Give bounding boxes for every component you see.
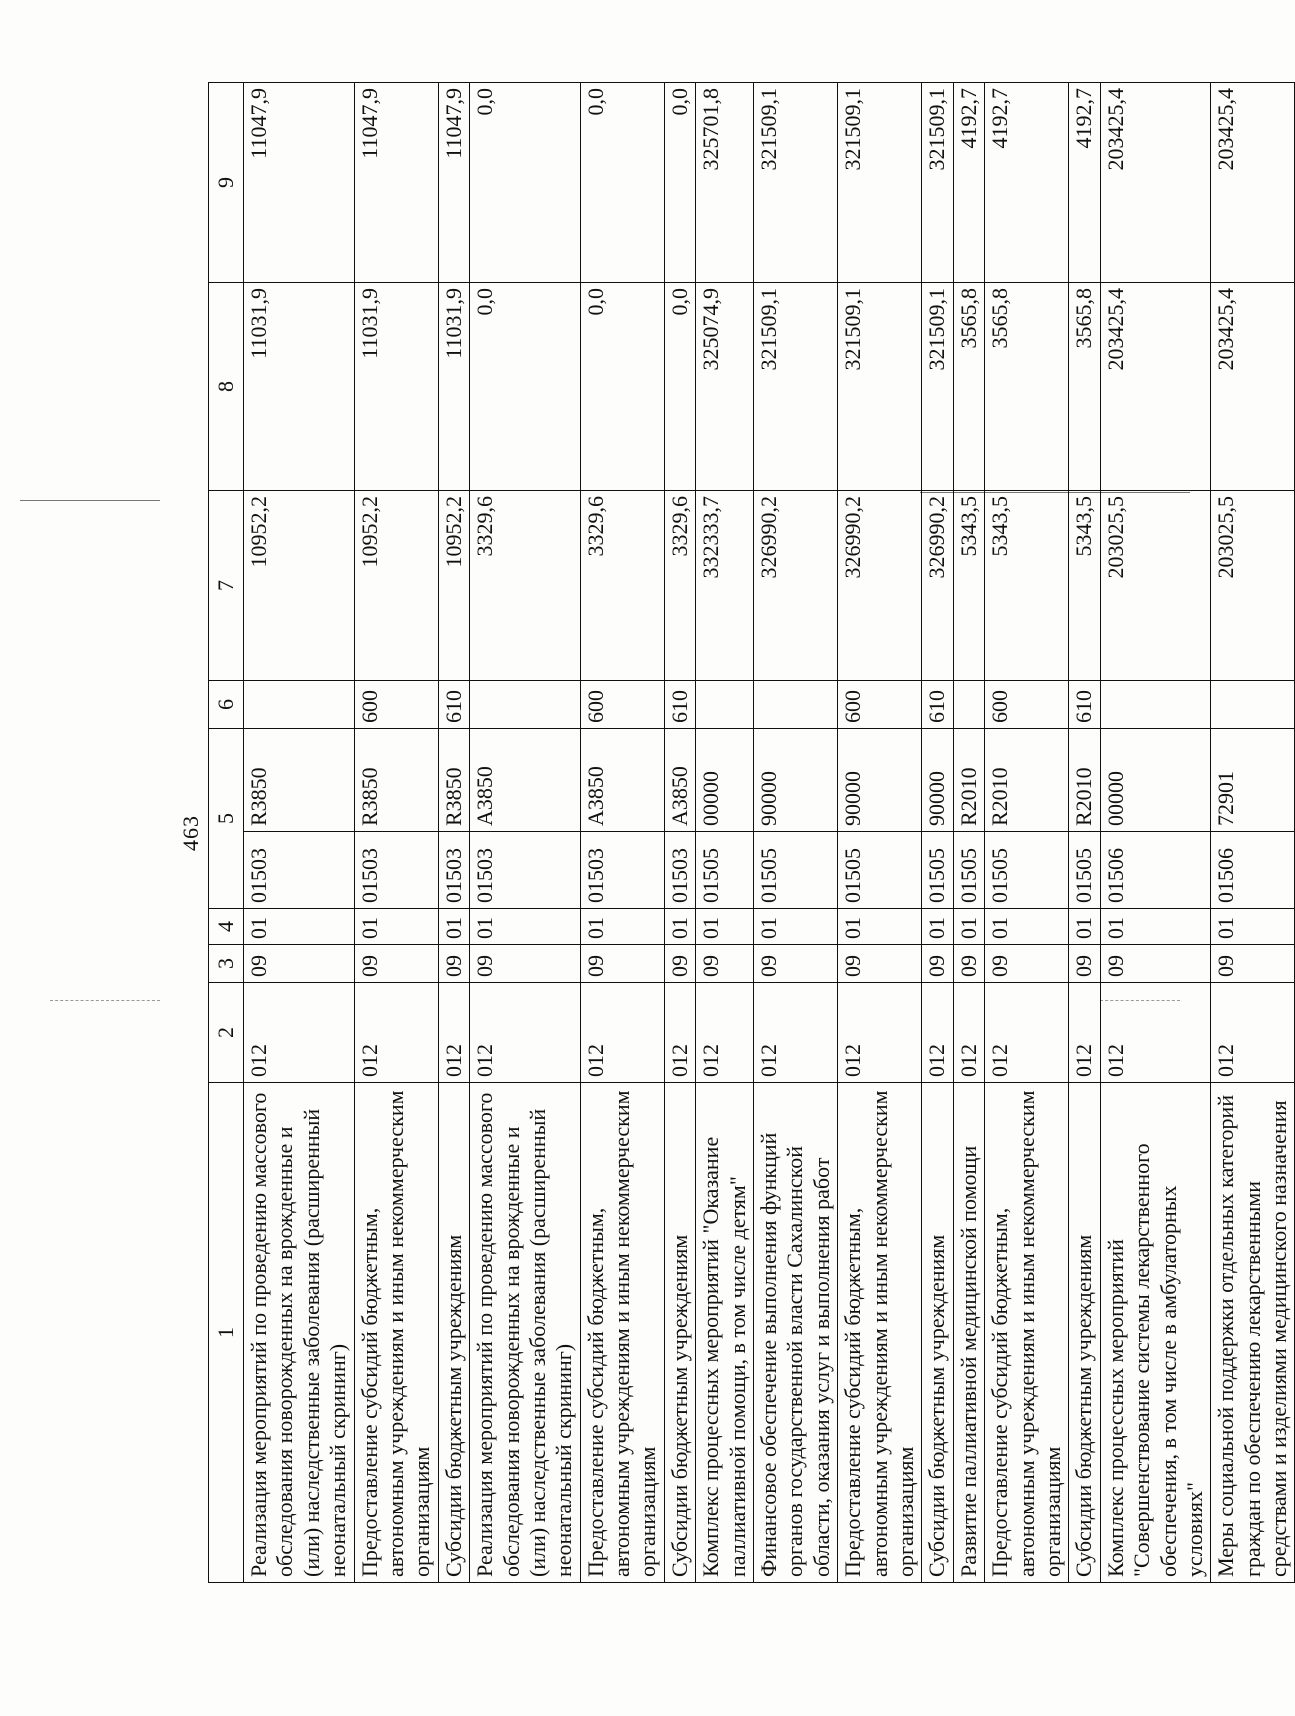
cell-program-code: 01506 bbox=[1100, 832, 1211, 909]
cell-expense-type bbox=[953, 681, 984, 729]
cell-amount-col7: 326990,2 bbox=[838, 491, 922, 681]
cell-direction-code: A3850 bbox=[580, 729, 664, 832]
cell-section-code: 09 bbox=[470, 945, 581, 983]
cell-program-code: 01503 bbox=[438, 832, 469, 909]
cell-ministry-code: 012 bbox=[696, 983, 754, 1083]
page-number: 463 bbox=[178, 815, 203, 851]
cell-ministry-code: 012 bbox=[438, 983, 469, 1083]
cell-subsection-code: 01 bbox=[1211, 909, 1295, 945]
cell-amount-col9: 0,0 bbox=[664, 83, 695, 283]
cell-direction-code: R2010 bbox=[953, 729, 984, 832]
cell-program-code: 01505 bbox=[953, 832, 984, 909]
column-header: 8 bbox=[209, 283, 244, 491]
cell-amount-col9: 11047,9 bbox=[438, 83, 469, 283]
cell-direction-code: 90000 bbox=[838, 729, 922, 832]
table-row bbox=[754, 83, 838, 1583]
cell-amount-col7: 10952,2 bbox=[244, 491, 355, 681]
cell-direction-code: 00000 bbox=[1100, 729, 1211, 832]
cell-section-code: 09 bbox=[580, 945, 664, 983]
cell-amount-col8: 0,0 bbox=[664, 283, 695, 491]
table-row bbox=[696, 83, 754, 1583]
cell-program-code: 01506 bbox=[1211, 832, 1295, 909]
cell-amount-col9: 321509,1 bbox=[922, 83, 953, 283]
cell-direction-code: A3850 bbox=[664, 729, 695, 832]
cell-expense-type: 600 bbox=[354, 681, 438, 729]
cell-amount-col8: 321509,1 bbox=[922, 283, 953, 491]
cell-amount-col8: 321509,1 bbox=[754, 283, 838, 491]
table-row bbox=[838, 83, 922, 1583]
cell-section-code: 09 bbox=[953, 945, 984, 983]
cell-program-code: 01505 bbox=[838, 832, 922, 909]
cell-subsection-code: 01 bbox=[838, 909, 922, 945]
cell-amount-col9: 325701,8 bbox=[696, 83, 754, 283]
cell-amount-col7: 5343,5 bbox=[985, 491, 1069, 681]
cell-amount-col8: 3565,8 bbox=[1069, 283, 1100, 491]
cell-subsection-code: 01 bbox=[438, 909, 469, 945]
cell-ministry-code: 012 bbox=[1100, 983, 1211, 1083]
cell-amount-col9: 203425,4 bbox=[1211, 83, 1295, 283]
cell-program-code: 01505 bbox=[696, 832, 754, 909]
cell-amount-col9: 4192,7 bbox=[953, 83, 984, 283]
table-row bbox=[922, 83, 953, 1583]
cell-name: Предоставление субсидий бюджетным, автономным учреждениям и иным некоммерческим организациям bbox=[580, 1083, 664, 1583]
cell-subsection-code: 01 bbox=[244, 909, 355, 945]
cell-program-code: 01503 bbox=[580, 832, 664, 909]
cell-name: Предоставление субсидий бюджетным, автономным учреждениям и иным некоммерческим организациям bbox=[838, 1083, 922, 1583]
cell-expense-type bbox=[1100, 681, 1211, 729]
cell-direction-code: 90000 bbox=[922, 729, 953, 832]
table-row bbox=[1100, 83, 1211, 1583]
cell-section-code: 09 bbox=[1211, 945, 1295, 983]
cell-expense-type: 600 bbox=[580, 681, 664, 729]
cell-section-code: 09 bbox=[438, 945, 469, 983]
rotated-page bbox=[170, 83, 1292, 1583]
cell-name: Развитие паллиативной медицинской помощи bbox=[953, 1083, 984, 1583]
cell-amount-col9: 4192,7 bbox=[1069, 83, 1100, 283]
cell-name: Финансовое обеспечение выполнения функций органов государственной власти Сахалинской области, оказания услуг и выполнения работ bbox=[754, 1083, 838, 1583]
cell-amount-col8: 11031,9 bbox=[244, 283, 355, 491]
cell-direction-code: A3850 bbox=[470, 729, 581, 832]
cell-expense-type: 600 bbox=[838, 681, 922, 729]
cell-section-code: 09 bbox=[754, 945, 838, 983]
budget-table bbox=[208, 82, 1295, 1583]
cell-ministry-code: 012 bbox=[470, 983, 581, 1083]
cell-direction-code: 72901 bbox=[1211, 729, 1295, 832]
cell-program-code: 01503 bbox=[354, 832, 438, 909]
cell-subsection-code: 01 bbox=[754, 909, 838, 945]
cell-amount-col7: 3329,6 bbox=[580, 491, 664, 681]
cell-ministry-code: 012 bbox=[244, 983, 355, 1083]
cell-subsection-code: 01 bbox=[1069, 909, 1100, 945]
column-header: 4 bbox=[209, 909, 244, 945]
cell-section-code: 09 bbox=[664, 945, 695, 983]
cell-amount-col7: 10952,2 bbox=[354, 491, 438, 681]
cell-expense-type bbox=[696, 681, 754, 729]
cell-section-code: 09 bbox=[354, 945, 438, 983]
cell-expense-type: 600 bbox=[985, 681, 1069, 729]
cell-amount-col9: 203425,4 bbox=[1100, 83, 1211, 283]
column-numbers-row bbox=[209, 83, 244, 1583]
cell-amount-col7: 326990,2 bbox=[922, 491, 953, 681]
cell-expense-type bbox=[470, 681, 581, 729]
cell-ministry-code: 012 bbox=[953, 983, 984, 1083]
cell-amount-col7: 10952,2 bbox=[438, 491, 469, 681]
cell-ministry-code: 012 bbox=[838, 983, 922, 1083]
cell-amount-col9: 321509,1 bbox=[838, 83, 922, 283]
cell-amount-col8: 3565,8 bbox=[953, 283, 984, 491]
scan-artifact-line bbox=[50, 1000, 160, 1001]
cell-amount-col8: 0,0 bbox=[470, 283, 581, 491]
cell-subsection-code: 01 bbox=[985, 909, 1069, 945]
cell-amount-col9: 11047,9 bbox=[244, 83, 355, 283]
cell-name: Комплекс процессных мероприятий "Совершенствование системы лекарственного обеспечения, в том числе в амбулаторных условиях" bbox=[1100, 1083, 1211, 1583]
table-row bbox=[985, 83, 1069, 1583]
cell-subsection-code: 01 bbox=[580, 909, 664, 945]
cell-name: Реализация мероприятий по проведению массового обследования новорожденных на врожденные и (или) наследственные заболевания (расширенный неонатальный скрининг) bbox=[244, 1083, 355, 1583]
cell-subsection-code: 01 bbox=[354, 909, 438, 945]
cell-amount-col8: 0,0 bbox=[580, 283, 664, 491]
cell-program-code: 01505 bbox=[985, 832, 1069, 909]
scan-artifact-line bbox=[20, 500, 160, 501]
column-header: 5 bbox=[209, 729, 244, 909]
cell-amount-col7: 203025,5 bbox=[1211, 491, 1295, 681]
cell-direction-code: R3850 bbox=[438, 729, 469, 832]
cell-direction-code: R3850 bbox=[354, 729, 438, 832]
cell-ministry-code: 012 bbox=[1069, 983, 1100, 1083]
cell-amount-col9: 321509,1 bbox=[754, 83, 838, 283]
cell-ministry-code: 012 bbox=[580, 983, 664, 1083]
cell-name: Предоставление субсидий бюджетным, автономным учреждениям и иным некоммерческим организациям bbox=[354, 1083, 438, 1583]
cell-amount-col9: 0,0 bbox=[580, 83, 664, 283]
cell-section-code: 09 bbox=[985, 945, 1069, 983]
cell-amount-col9: 4192,7 bbox=[985, 83, 1069, 283]
table-row bbox=[354, 83, 438, 1583]
cell-ministry-code: 012 bbox=[1211, 983, 1295, 1083]
cell-expense-type bbox=[1211, 681, 1295, 729]
cell-name: Меры социальной поддержки отдельных категорий граждан по обеспечению лекарственными средствами и изделиями медицинского назначения bbox=[1211, 1083, 1295, 1583]
column-header: 6 bbox=[209, 681, 244, 729]
cell-direction-code: R3850 bbox=[244, 729, 355, 832]
column-header: 3 bbox=[209, 945, 244, 983]
cell-subsection-code: 01 bbox=[953, 909, 984, 945]
cell-name: Реализация мероприятий по проведению массового обследования новорожденных на врожденные и (или) наследственные заболевания (расширенный неонатальный скрининг) bbox=[470, 1083, 581, 1583]
table-row bbox=[1211, 83, 1295, 1583]
table-row bbox=[438, 83, 469, 1583]
cell-amount-col8: 11031,9 bbox=[354, 283, 438, 491]
cell-name: Субсидии бюджетным учреждениям bbox=[664, 1083, 695, 1583]
cell-subsection-code: 01 bbox=[922, 909, 953, 945]
table-row bbox=[1069, 83, 1100, 1583]
cell-name: Субсидии бюджетным учреждениям bbox=[922, 1083, 953, 1583]
cell-amount-col7: 5343,5 bbox=[953, 491, 984, 681]
cell-section-code: 09 bbox=[1100, 945, 1211, 983]
cell-amount-col7: 326990,2 bbox=[754, 491, 838, 681]
cell-subsection-code: 01 bbox=[1100, 909, 1211, 945]
column-header: 7 bbox=[209, 491, 244, 681]
cell-section-code: 09 bbox=[838, 945, 922, 983]
table-row bbox=[953, 83, 984, 1583]
cell-ministry-code: 012 bbox=[664, 983, 695, 1083]
cell-program-code: 01503 bbox=[470, 832, 581, 909]
column-header: 9 bbox=[209, 83, 244, 283]
cell-expense-type: 610 bbox=[438, 681, 469, 729]
cell-expense-type bbox=[754, 681, 838, 729]
cell-section-code: 09 bbox=[1069, 945, 1100, 983]
cell-amount-col9: 0,0 bbox=[470, 83, 581, 283]
cell-amount-col8: 325074,9 bbox=[696, 283, 754, 491]
cell-direction-code: R2010 bbox=[985, 729, 1069, 832]
cell-program-code: 01505 bbox=[1069, 832, 1100, 909]
cell-section-code: 09 bbox=[244, 945, 355, 983]
cell-name: Субсидии бюджетным учреждениям bbox=[1069, 1083, 1100, 1583]
cell-amount-col7: 332333,7 bbox=[696, 491, 754, 681]
table-row bbox=[664, 83, 695, 1583]
cell-subsection-code: 01 bbox=[696, 909, 754, 945]
cell-subsection-code: 01 bbox=[470, 909, 581, 945]
cell-program-code: 01505 bbox=[922, 832, 953, 909]
cell-section-code: 09 bbox=[922, 945, 953, 983]
cell-direction-code: 90000 bbox=[754, 729, 838, 832]
cell-expense-type: 610 bbox=[922, 681, 953, 729]
cell-amount-col7: 3329,6 bbox=[470, 491, 581, 681]
cell-ministry-code: 012 bbox=[922, 983, 953, 1083]
column-header: 2 bbox=[209, 983, 244, 1083]
table-body bbox=[244, 83, 1295, 1583]
cell-amount-col8: 321509,1 bbox=[838, 283, 922, 491]
cell-name: Предоставление субсидий бюджетным, автономным учреждениям и иным некоммерческим организациям bbox=[985, 1083, 1069, 1583]
cell-program-code: 01503 bbox=[244, 832, 355, 909]
table-row bbox=[580, 83, 664, 1583]
cell-expense-type: 610 bbox=[664, 681, 695, 729]
cell-amount-col9: 11047,9 bbox=[354, 83, 438, 283]
cell-amount-col8: 203425,4 bbox=[1211, 283, 1295, 491]
cell-name: Комплекс процессных мероприятий "Оказание паллиативной помощи, в том числе детям" bbox=[696, 1083, 754, 1583]
cell-expense-type bbox=[244, 681, 355, 729]
cell-ministry-code: 012 bbox=[754, 983, 838, 1083]
column-header: 1 bbox=[209, 1083, 244, 1583]
cell-name: Субсидии бюджетным учреждениям bbox=[438, 1083, 469, 1583]
cell-amount-col8: 11031,9 bbox=[438, 283, 469, 491]
cell-amount-col7: 5343,5 bbox=[1069, 491, 1100, 681]
table-row bbox=[244, 83, 355, 1583]
table-row bbox=[470, 83, 581, 1583]
cell-ministry-code: 012 bbox=[354, 983, 438, 1083]
cell-amount-col8: 3565,8 bbox=[985, 283, 1069, 491]
cell-program-code: 01503 bbox=[664, 832, 695, 909]
cell-section-code: 09 bbox=[696, 945, 754, 983]
cell-program-code: 01505 bbox=[754, 832, 838, 909]
cell-amount-col7: 3329,6 bbox=[664, 491, 695, 681]
cell-subsection-code: 01 bbox=[664, 909, 695, 945]
cell-amount-col7: 203025,5 bbox=[1100, 491, 1211, 681]
cell-direction-code: R2010 bbox=[1069, 729, 1100, 832]
cell-ministry-code: 012 bbox=[985, 983, 1069, 1083]
cell-direction-code: 00000 bbox=[696, 729, 754, 832]
cell-expense-type: 610 bbox=[1069, 681, 1100, 729]
cell-amount-col8: 203425,4 bbox=[1100, 283, 1211, 491]
